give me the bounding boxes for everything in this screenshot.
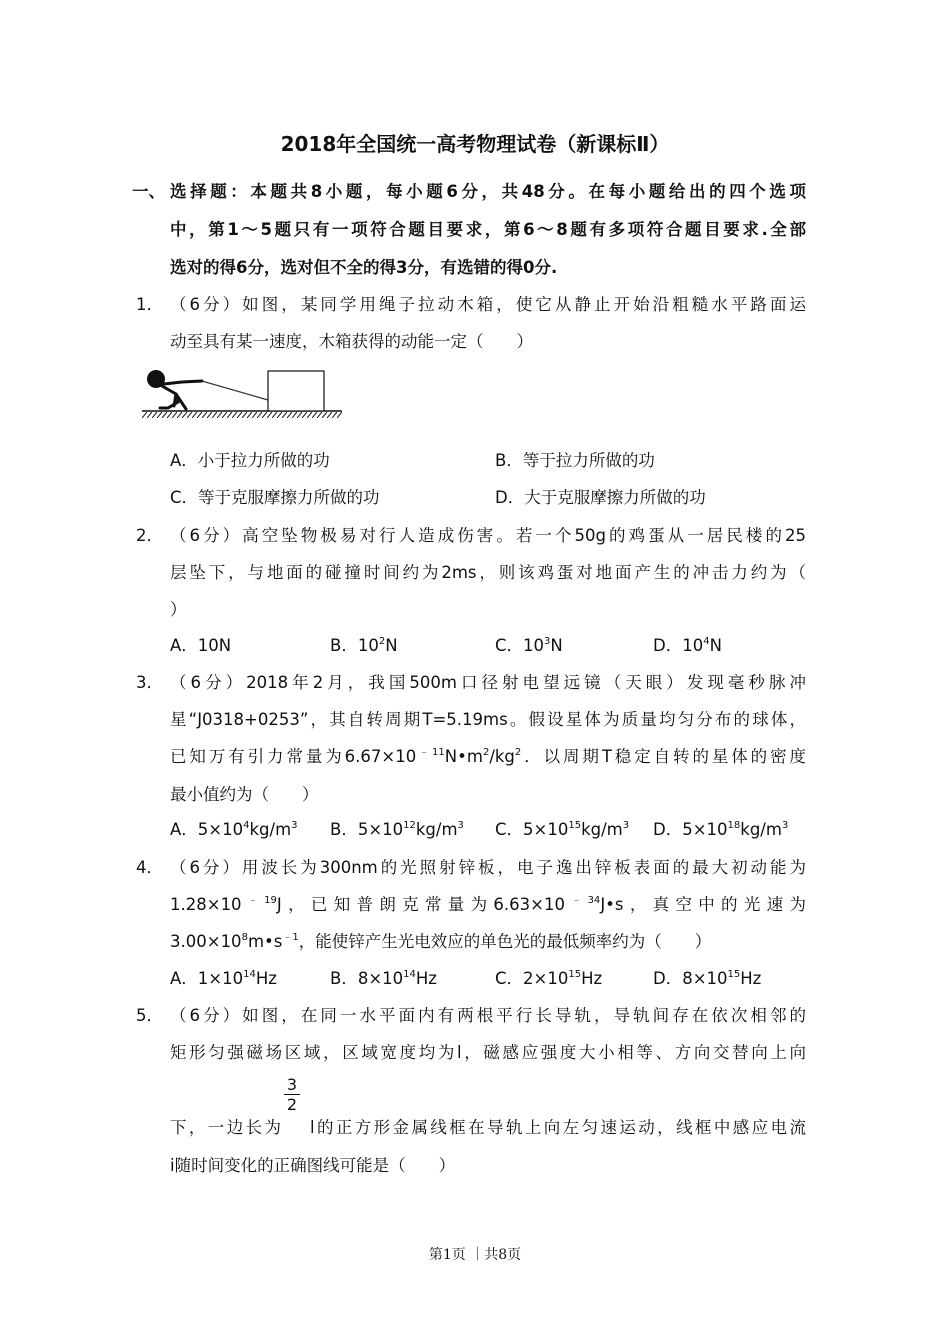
text-run: （6分）2018年2月，我国500m口径射电望远镜（天眼）发现毫秒脉冲 [170,673,806,692]
question-number: 3． [136,673,163,692]
question-text-line [170,525,806,547]
text-run: 动至具有某一速度，木箱获得的动能一定（ ） [170,332,533,351]
page-title: 2018年全国统一高考物理试卷（新课标Ⅱ） [280,132,670,156]
text-run: D．10 [653,636,704,655]
question-text-line [170,1117,806,1139]
text-run: C．等于克服摩擦力所做的功 [170,488,380,507]
text-run: N [550,636,563,655]
text-run: kg/m [581,820,623,839]
option-d [653,635,722,657]
question-text-line [170,746,806,768]
option-c [495,635,563,657]
text-run: Hz [255,969,277,988]
text-run: A．5×10 [170,820,244,839]
question-text-line [170,1005,806,1027]
text-run: A．小于拉力所做的功 [170,451,330,470]
text-run: kg/m [415,820,458,839]
question-number: 4． [136,858,163,877]
superscript: 3 [622,820,630,831]
text-run: （6分）如图，在同一水平面内有两根平行长导轨，导轨间存在依次相邻的 [170,1006,806,1025]
text-run: D．大于克服摩擦力所做的功 [495,488,706,507]
option-a [170,635,231,657]
text-run: （6分）高空坠物极易对行人造成伤害。若一个50g的鸡蛋从一居民楼的25 [170,526,806,545]
superscript: 2 [378,636,386,647]
superscript: ﹣11 [416,747,445,758]
fraction-numerator: 3 [286,1075,298,1094]
question-text-line [170,1155,806,1177]
superscript: 4 [243,820,250,831]
superscript: 12 [403,820,416,831]
text-run: 下，一边长为 l的正方形金属线框在导轨上向左匀速运动，线框中感应电流 [170,1118,806,1137]
text-run: D．8×10 [653,969,728,988]
text-run: B．5×10 [330,820,404,839]
question-text-line [170,894,806,916]
text-run: N [709,636,722,655]
text-run: 选对的得6分，选对但不全的得3分，有选错的得0分. [170,258,558,277]
superscript: 2 [514,747,522,758]
option-a [170,819,298,841]
text-run: A．1×10 [170,969,244,988]
superscript: ﹣1 [282,932,299,943]
text-run: m•s [247,932,283,951]
text-run: N [385,636,398,655]
option-c [495,968,602,990]
text-run: Hz [581,969,603,988]
question-text-line [170,599,806,621]
question-text-line [170,331,806,353]
text-run: 已知万有引力常量为6.67×10 [170,747,417,766]
option-d [653,819,788,841]
superscript: 15 [568,969,582,980]
superscript: 3 [544,636,551,647]
option-b [495,450,655,472]
text-run: （6分）用波长为300nm的光照射锌板，电子逸出锌板表面的最大初动能为 [170,858,806,877]
superscript: 3 [457,820,464,831]
superscript: 15 [727,969,741,980]
text-run: ） [170,600,187,619]
question-text-line [170,672,806,694]
question-number: 2． [136,526,163,545]
question-number: 1． [136,295,163,314]
text-run: 最小值约为（ ） [170,785,319,804]
text-run: 矩形匀强磁场区域，区域宽度均为l，磁感应强度大小相等、方向交替向上向 [170,1043,806,1062]
text-run: Hz [415,969,437,988]
option-d [653,968,761,990]
text-run: kg/m [740,820,782,839]
text-run: C．2×10 [495,969,569,988]
superscript: 15 [568,820,582,831]
text-run: D．5×10 [653,820,728,839]
option-b [330,635,398,657]
question-text-line [170,857,806,879]
fraction-denominator: 2 [284,1094,300,1114]
question-number: 5． [136,1006,163,1025]
text-run: kg/m [249,820,292,839]
text-run: 层坠下，与地面的碰撞时间约为2ms，则该鸡蛋对地面产生的冲击力约为（ [170,563,806,582]
text-run: J，已知普朗克常量为6.63×10 [276,895,565,914]
option-a [170,968,277,990]
superscript: 8 [241,932,248,943]
text-run: J•s，真空中的光速为 [600,895,806,914]
text-run: B．8×10 [330,969,404,988]
text-run: /kg [489,747,515,766]
text-run: 选择题：本题共8小题，每小题6分，共48分。在每小题给出的四个选项 [170,182,806,201]
superscript: 14 [403,969,416,980]
fraction-three-halves [284,1075,300,1114]
text-run: Hz [740,969,762,988]
person-pulling-box-figure [142,364,342,424]
superscript: 3 [291,820,298,831]
text-run: B．10 [330,636,379,655]
section-instruction-line [170,257,806,279]
superscript: 3 [781,820,789,831]
text-run: ，能使锌产生光电效应的单色光的最低频率约为（ ） [298,932,712,951]
question-text-line [170,709,806,731]
section-instruction-line [170,219,806,241]
option-c [495,819,629,841]
text-run: 1.28×10 [170,895,242,914]
option-c [170,487,380,509]
question-text-line [170,562,806,584]
text-run: A．10N [170,636,232,655]
superscript: 2 [482,747,490,758]
question-text-line [170,931,806,953]
superscript: ﹣34 [564,895,601,906]
section-number: 一、 [132,182,165,201]
text-run: B．等于拉力所做的功 [495,451,655,470]
section-instruction-line [170,181,806,203]
text-run: i随时间变化的正确图线可能是（ ） [170,1156,456,1175]
text-run: N•m [444,747,483,766]
text-run: ．以周期T稳定自转的星体的密度 [521,747,806,766]
superscript: 4 [703,636,710,647]
text-run: C．10 [495,636,545,655]
text-run: C．5×10 [495,820,569,839]
option-a [170,450,330,472]
superscript: ﹣19 [241,895,277,906]
question-text-line [170,1042,806,1064]
option-b [330,968,437,990]
question-text-line [170,294,806,316]
superscript: 14 [243,969,256,980]
superscript: 18 [727,820,741,831]
option-d [495,487,706,509]
text-run: （6分）如图，某同学用绳子拉动木箱，使它从静止开始沿粗糙水平路面运 [170,295,806,314]
question-text-line [170,784,806,806]
text-run: 中，第1～5题只有一项符合题目要求，第6～8题有多项符合题目要求.全部 [170,220,806,239]
page-footer: 第1页 ｜共8页 [428,1247,522,1263]
option-b [330,819,464,841]
text-run: 3.00×10 [170,932,242,951]
text-run: 星“J0318+0253”，其自转周期T=5.19ms。假设星体为质量均匀分布的球体， [170,710,806,729]
